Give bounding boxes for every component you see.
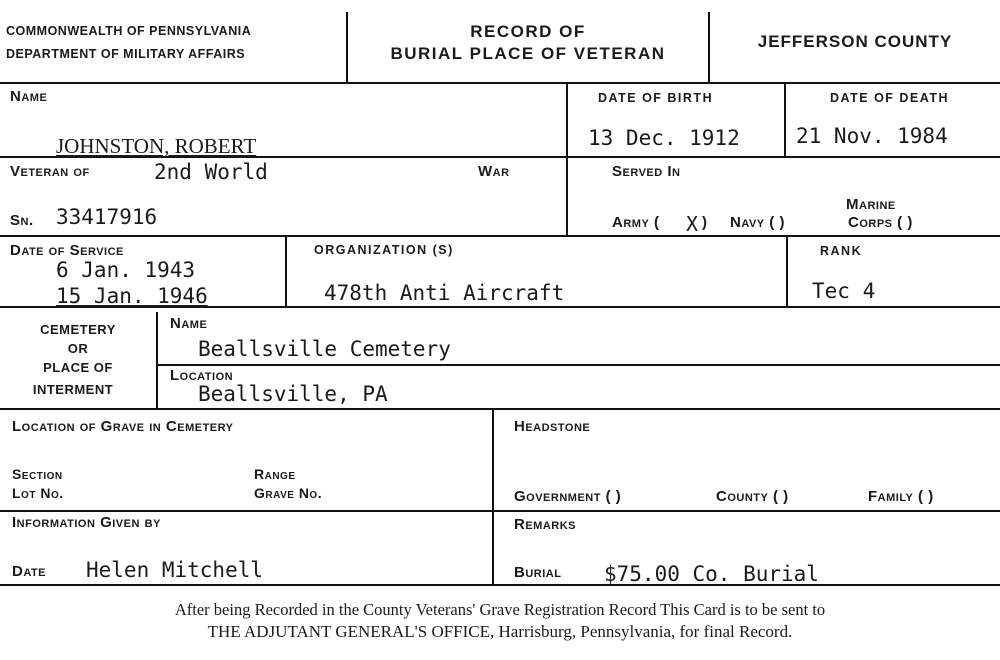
footer-instruction-line-2: THE ADJUTANT GENERAL'S OFFICE, Harrisburg, Pennsylvania, for final Record. bbox=[207, 622, 793, 641]
divider-dates-org bbox=[285, 235, 287, 307]
footer-instruction-line-1: After being Recorded in the County Veterans' Grave Registration Record This Card is to be sent to bbox=[174, 600, 826, 619]
marine-label: Marine bbox=[846, 196, 896, 213]
divider-org-rank bbox=[786, 235, 788, 307]
burial-label: Burial bbox=[514, 564, 562, 581]
divider-war-served bbox=[566, 156, 568, 236]
army-close: ) bbox=[702, 214, 708, 231]
cemetery-side-line-3: PLACE OF bbox=[43, 360, 113, 375]
name-label: Name bbox=[10, 88, 48, 105]
date-of-service-label: Date of Service bbox=[10, 242, 124, 259]
cemetery-name: Beallsville Cemetery bbox=[198, 337, 451, 361]
cemetery-side-line-4: INTERMENT bbox=[32, 382, 114, 397]
veteran-name: JOHNSTON, ROBERT bbox=[56, 134, 257, 158]
remarks-label: Remarks bbox=[514, 516, 577, 533]
rank-label: RANK bbox=[820, 244, 863, 258]
rule-cemetery-bottom bbox=[0, 408, 1000, 410]
cemetery-side-line-2: OR bbox=[67, 341, 89, 356]
war-label: War bbox=[478, 163, 510, 180]
date-of-death: 21 Nov. 1984 bbox=[796, 124, 948, 148]
agency-line-2: DEPARTMENT OF MILITARY AFFAIRS bbox=[6, 47, 246, 61]
organization-label: ORGANIZATION (S) bbox=[314, 243, 454, 257]
rank-value: Tec 4 bbox=[812, 279, 876, 303]
county-headstone-label: County ( ) bbox=[716, 488, 789, 505]
grave-no-label: Grave No. bbox=[254, 485, 323, 501]
veteran-of-label: Veteran of bbox=[10, 163, 90, 180]
info-given-by: Helen Mitchell bbox=[86, 558, 264, 582]
family-label: Family ( ) bbox=[868, 488, 934, 505]
rule-service-bottom bbox=[0, 235, 1000, 237]
form-title-line-1: RECORD OF bbox=[470, 22, 586, 41]
cemetery-location: Beallsville, PA bbox=[198, 382, 388, 406]
organization-value: 478th Anti Aircraft bbox=[324, 281, 565, 305]
divider-grave-headstone bbox=[492, 408, 494, 584]
divider-dob-dod bbox=[784, 82, 786, 157]
service-start-date: 6 Jan. 1943 bbox=[56, 258, 196, 282]
info-given-by-label: Information Given by bbox=[12, 514, 161, 531]
burial-value: $75.00 Co. Burial bbox=[604, 562, 819, 586]
cemetery-location-label: Location bbox=[170, 367, 234, 384]
divider-name-dob bbox=[566, 82, 568, 157]
divider-cemetery-side bbox=[156, 312, 158, 408]
service-end-date: 15 Jan. 1946 bbox=[56, 284, 208, 308]
form-title-line-2: BURIAL PLACE OF VETERAN bbox=[390, 44, 666, 63]
sn-label: Sn. bbox=[10, 212, 34, 229]
grave-location-label: Location of Grave in Cemetery bbox=[12, 418, 234, 435]
dob-label: DATE OF BIRTH bbox=[598, 91, 714, 105]
rule-header-bottom bbox=[0, 82, 1000, 84]
section-label: Section bbox=[12, 466, 63, 482]
army-mark: X bbox=[686, 212, 699, 236]
corps-label: Corps ( ) bbox=[848, 214, 913, 231]
dod-label: DATE OF DEATH bbox=[830, 91, 950, 105]
army-label: Army ( bbox=[612, 214, 660, 231]
headstone-label: Headstone bbox=[514, 418, 591, 435]
rule-grave-bottom bbox=[0, 510, 1000, 512]
cemetery-side-line-1: CEMETERY bbox=[40, 322, 116, 337]
rule-cemetery-mid bbox=[158, 364, 1000, 366]
lot-no-label: Lot No. bbox=[12, 485, 64, 501]
date-of-birth: 13 Dec. 1912 bbox=[588, 126, 740, 150]
cemetery-name-label: Name bbox=[170, 315, 208, 332]
navy-label: Navy ( ) bbox=[730, 214, 785, 231]
government-label: Government ( ) bbox=[514, 488, 622, 505]
range-label: Range bbox=[254, 466, 296, 482]
county-name: JEFFERSON COUNTY bbox=[757, 32, 953, 51]
agency-line-1: COMMONWEALTH OF PENNSYLVANIA bbox=[6, 24, 252, 38]
served-in-label: Served In bbox=[612, 163, 681, 180]
rule-card-bottom bbox=[0, 584, 1000, 586]
veteran-of-value: 2nd World bbox=[154, 160, 268, 184]
date-label: Date bbox=[12, 563, 47, 580]
serial-number: 33417916 bbox=[56, 205, 158, 229]
